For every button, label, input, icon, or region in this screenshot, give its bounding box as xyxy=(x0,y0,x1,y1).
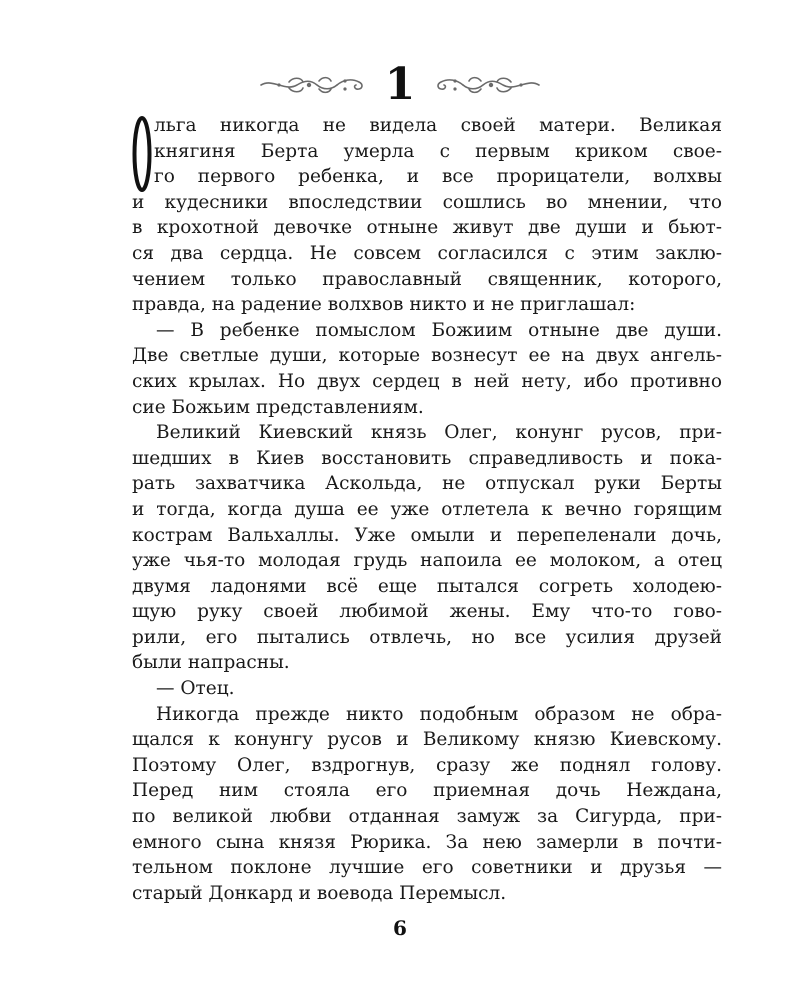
right-ornament-icon xyxy=(433,74,541,96)
text-line: и кудесники впоследствии сошлись во мнении, что xyxy=(132,191,722,213)
text-line: правда, на радение волхвов никто и не приглашал: xyxy=(132,294,636,316)
drop-cap-letter xyxy=(132,115,152,193)
text-line: и тогда, когда душа ее уже отлетела к вечно горящим xyxy=(132,498,722,520)
chapter-number: 1 xyxy=(384,59,416,110)
chapter-header xyxy=(0,60,800,110)
text-line: старый Донкард и воевода Перемысл. xyxy=(132,882,507,904)
text-line: — Отец. xyxy=(156,678,235,700)
text-line: двумя ладонями всё еще пытался согреть холодею- xyxy=(132,575,722,597)
text-line: по великой любви отданная замуж за Сигурда, при- xyxy=(132,806,722,828)
text-line: чением только православный священник, которого, xyxy=(132,268,722,290)
text-line: ся два сердца. Не совсем согласился с этим заклю- xyxy=(132,242,722,264)
text-line: щался к конунгу русов и Великому князю Киевскому. xyxy=(132,729,722,751)
text-line: Великий Киевский князь Олег, конунг русов, при- xyxy=(156,422,722,444)
page-number: 6 xyxy=(393,916,407,940)
text-line: Перед ним стояла его приемная дочь Неждана, xyxy=(132,780,722,802)
text-line: были напрасны. xyxy=(132,652,290,674)
text-line: тельном поклоне лучшие его советники и друзья — xyxy=(132,857,722,879)
text-line: щую руку своей любимой жены. Ему что-то гово- xyxy=(132,601,722,623)
chapter-text xyxy=(132,113,722,906)
text-line: емного сына князя Рюрика. За нею замерли в почти- xyxy=(132,831,722,853)
text-line: в крохотной девочке отныне живут две души и бьют- xyxy=(132,217,722,239)
text-line: Поэтому Олег, вздрогнув, сразу же поднял голову. xyxy=(132,754,722,776)
text-line: кострам Вальхаллы. Уже омыли и перепеленали дочь, xyxy=(132,524,722,546)
text-line: льга никогда не видела своей матери. Великая xyxy=(154,115,722,136)
text-line: шедших в Киев восстановить справедливость и пока- xyxy=(132,447,722,469)
text-line: го первого ребенка, и все прорицатели, волхвы xyxy=(154,166,722,188)
text-line: Никогда прежде никто подобным образом не обра- xyxy=(156,703,722,725)
text-line: ских крылах. Но двух сердец в ней нету, ибо противно xyxy=(132,370,722,392)
text-line: уже чья-то молодая грудь напоила ее молоком, а отец xyxy=(132,550,722,572)
text-line: княгиня Берта умерла с первым криком свое- xyxy=(154,140,722,162)
text-line: сие Божьим представлениям. xyxy=(132,396,424,418)
text-line: Две светлые души, которые вознесут ее на двух ангель- xyxy=(132,345,722,367)
text-line: рили, его пытались отвлечь, но все усилия друзей xyxy=(132,626,722,648)
text-line: — В ребенке помыслом Божиим отныне две души. xyxy=(156,319,722,341)
left-ornament-icon xyxy=(259,74,367,96)
text-line: рать захватчика Аскольда, не отпускал руки Берты xyxy=(132,473,722,495)
